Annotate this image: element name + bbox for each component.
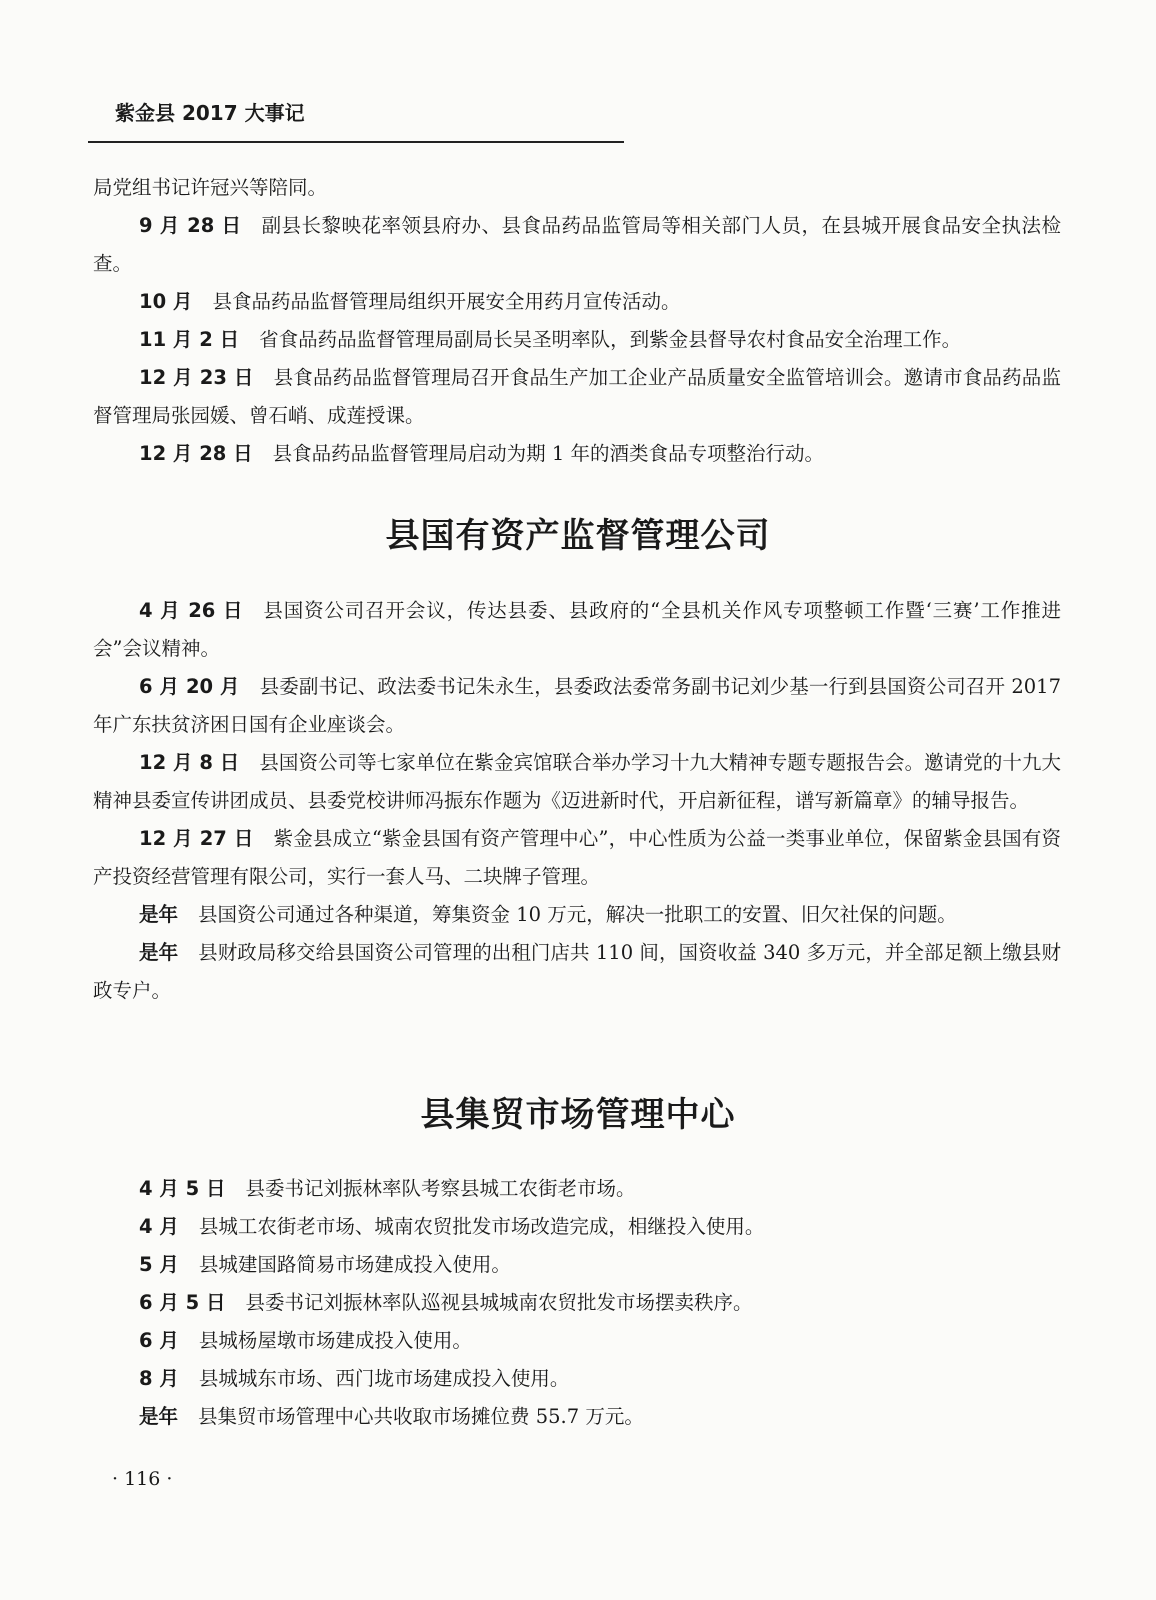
event-text: 县集贸市场管理中心共收取市场摊位费 55.7 万元。: [198, 1405, 644, 1428]
event-entry: [93, 321, 1061, 359]
event-entry: [93, 668, 1061, 744]
event-entry: [93, 1360, 1061, 1398]
event-date: 6 月: [139, 1329, 179, 1352]
event-date: 8 月: [139, 1367, 179, 1390]
event-date: 10 月: [139, 290, 193, 313]
event-text: 县城工农街老市场、城南农贸批发市场改造完成，相继投入使用。: [198, 1215, 765, 1238]
header-rule: [88, 141, 624, 143]
event-text: 县国资公司通过各种渠道，筹集资金 10 万元，解决一批职工的安置、旧欠社保的问题。: [198, 903, 957, 926]
event-text: 副县长黎映花率领县府办、县食品药品监管局等相关部门人员，在县城开展食品安全执法检查。: [93, 214, 1061, 275]
event-date: 是年: [139, 1405, 179, 1428]
event-date: 是年: [139, 903, 179, 926]
event-date: 4 月 26 日: [139, 599, 244, 622]
event-text: 县财政局移交给县国资公司管理的出租门店共 110 间，国资收益 340 多万元，并全部足额上缴县财政专户。: [93, 941, 1061, 1002]
event-date: 是年: [139, 941, 179, 964]
event-text: 县委副书记、政法委书记朱永生，县委政法委常务副书记刘少基一行到县国资公司召开 2017 年广东扶贫济困日国有企业座谈会。: [93, 675, 1061, 736]
event-text: 省食品药品监督管理局副局长吴圣明率队，到紫金县督导农村食品安全治理工作。: [259, 328, 962, 351]
event-date: 5 月: [139, 1253, 179, 1276]
event-entry: [93, 283, 1061, 321]
event-entry: [93, 1322, 1061, 1360]
continued-paragraph: 局党组书记许冠兴等陪同。: [93, 176, 328, 199]
event-text: 县国资公司召开会议，传达县委、县政府的“全县机关作风专项整顿工作暨‘三赛’工作推进会”会议精神。: [93, 599, 1061, 660]
event-entry: [93, 1284, 1061, 1322]
event-entry: [93, 1398, 1061, 1436]
market-center-entries: [93, 1170, 1061, 1436]
section-title-market-center: 县集贸市场管理中心: [420, 1095, 736, 1135]
event-entry: [93, 207, 1061, 283]
event-entry: [93, 896, 1061, 934]
event-date: 12 月 27 日: [139, 827, 254, 850]
event-date: 12 月 8 日: [139, 751, 240, 774]
page-number: · 116 ·: [112, 1468, 173, 1490]
event-text: 县国资公司等七家单位在紫金宾馆联合举办学习十九大精神专题专题报告会。邀请党的十九大精神县委宣传讲团成员、县委党校讲师冯振东作题为《迈进新时代，开启新征程，谱写新篇章》的辅导报告。: [93, 751, 1061, 812]
event-date: 6 月 20 月: [139, 675, 240, 698]
event-date: 6 月 5 日: [139, 1291, 226, 1314]
event-date: 12 月 23 日: [139, 366, 254, 389]
event-entry: [93, 934, 1061, 1010]
event-text: 县城杨屋墩市场建成投入使用。: [198, 1329, 472, 1352]
event-text: 紫金县成立“紫金县国有资产管理中心”，中心性质为公益一类事业单位，保留紫金县国有资产投资经营管理有限公司，实行一套人马、二块牌子管理。: [93, 827, 1061, 888]
event-text: 县食品药品监督管理局启动为期 1 年的酒类食品专项整治行动。: [272, 442, 824, 465]
section-title-state-assets: 县国有资产监督管理公司: [385, 516, 771, 556]
event-entry: [93, 435, 1061, 473]
event-text: 县食品药品监督管理局组织开展安全用药月宣传活动。: [212, 290, 681, 313]
event-date: 12 月 28 日: [139, 442, 253, 465]
event-text: 县城建国路简易市场建成投入使用。: [198, 1253, 511, 1276]
event-entry: [93, 1208, 1061, 1246]
event-text: 县委书记刘振林率队巡视县城城南农贸批发市场摆卖秩序。: [245, 1291, 753, 1314]
event-text: 县委书记刘振林率队考察县城工农街老市场。: [245, 1177, 636, 1200]
event-entry: [93, 820, 1061, 896]
event-entry: [93, 744, 1061, 820]
event-entry: [93, 592, 1061, 668]
event-date: 4 月 5 日: [139, 1177, 226, 1200]
event-text: 县城城东市场、西门垅市场建成投入使用。: [198, 1367, 570, 1390]
state-assets-entries: [93, 592, 1061, 1010]
event-date: 9 月 28 日: [139, 214, 242, 237]
event-entry: [93, 1246, 1061, 1284]
event-entry: [93, 359, 1061, 435]
event-date: 11 月 2 日: [139, 328, 240, 351]
event-entry: [93, 1170, 1061, 1208]
running-header: 紫金县 2017 大事记: [115, 101, 305, 125]
food-drug-entries: [93, 169, 1061, 473]
event-date: 4 月: [139, 1215, 179, 1238]
event-text: 县食品药品监督管理局召开食品生产加工企业产品质量安全监管培训会。邀请市食品药品监督管理局张园媛、曾石峭、成莲授课。: [93, 366, 1061, 427]
